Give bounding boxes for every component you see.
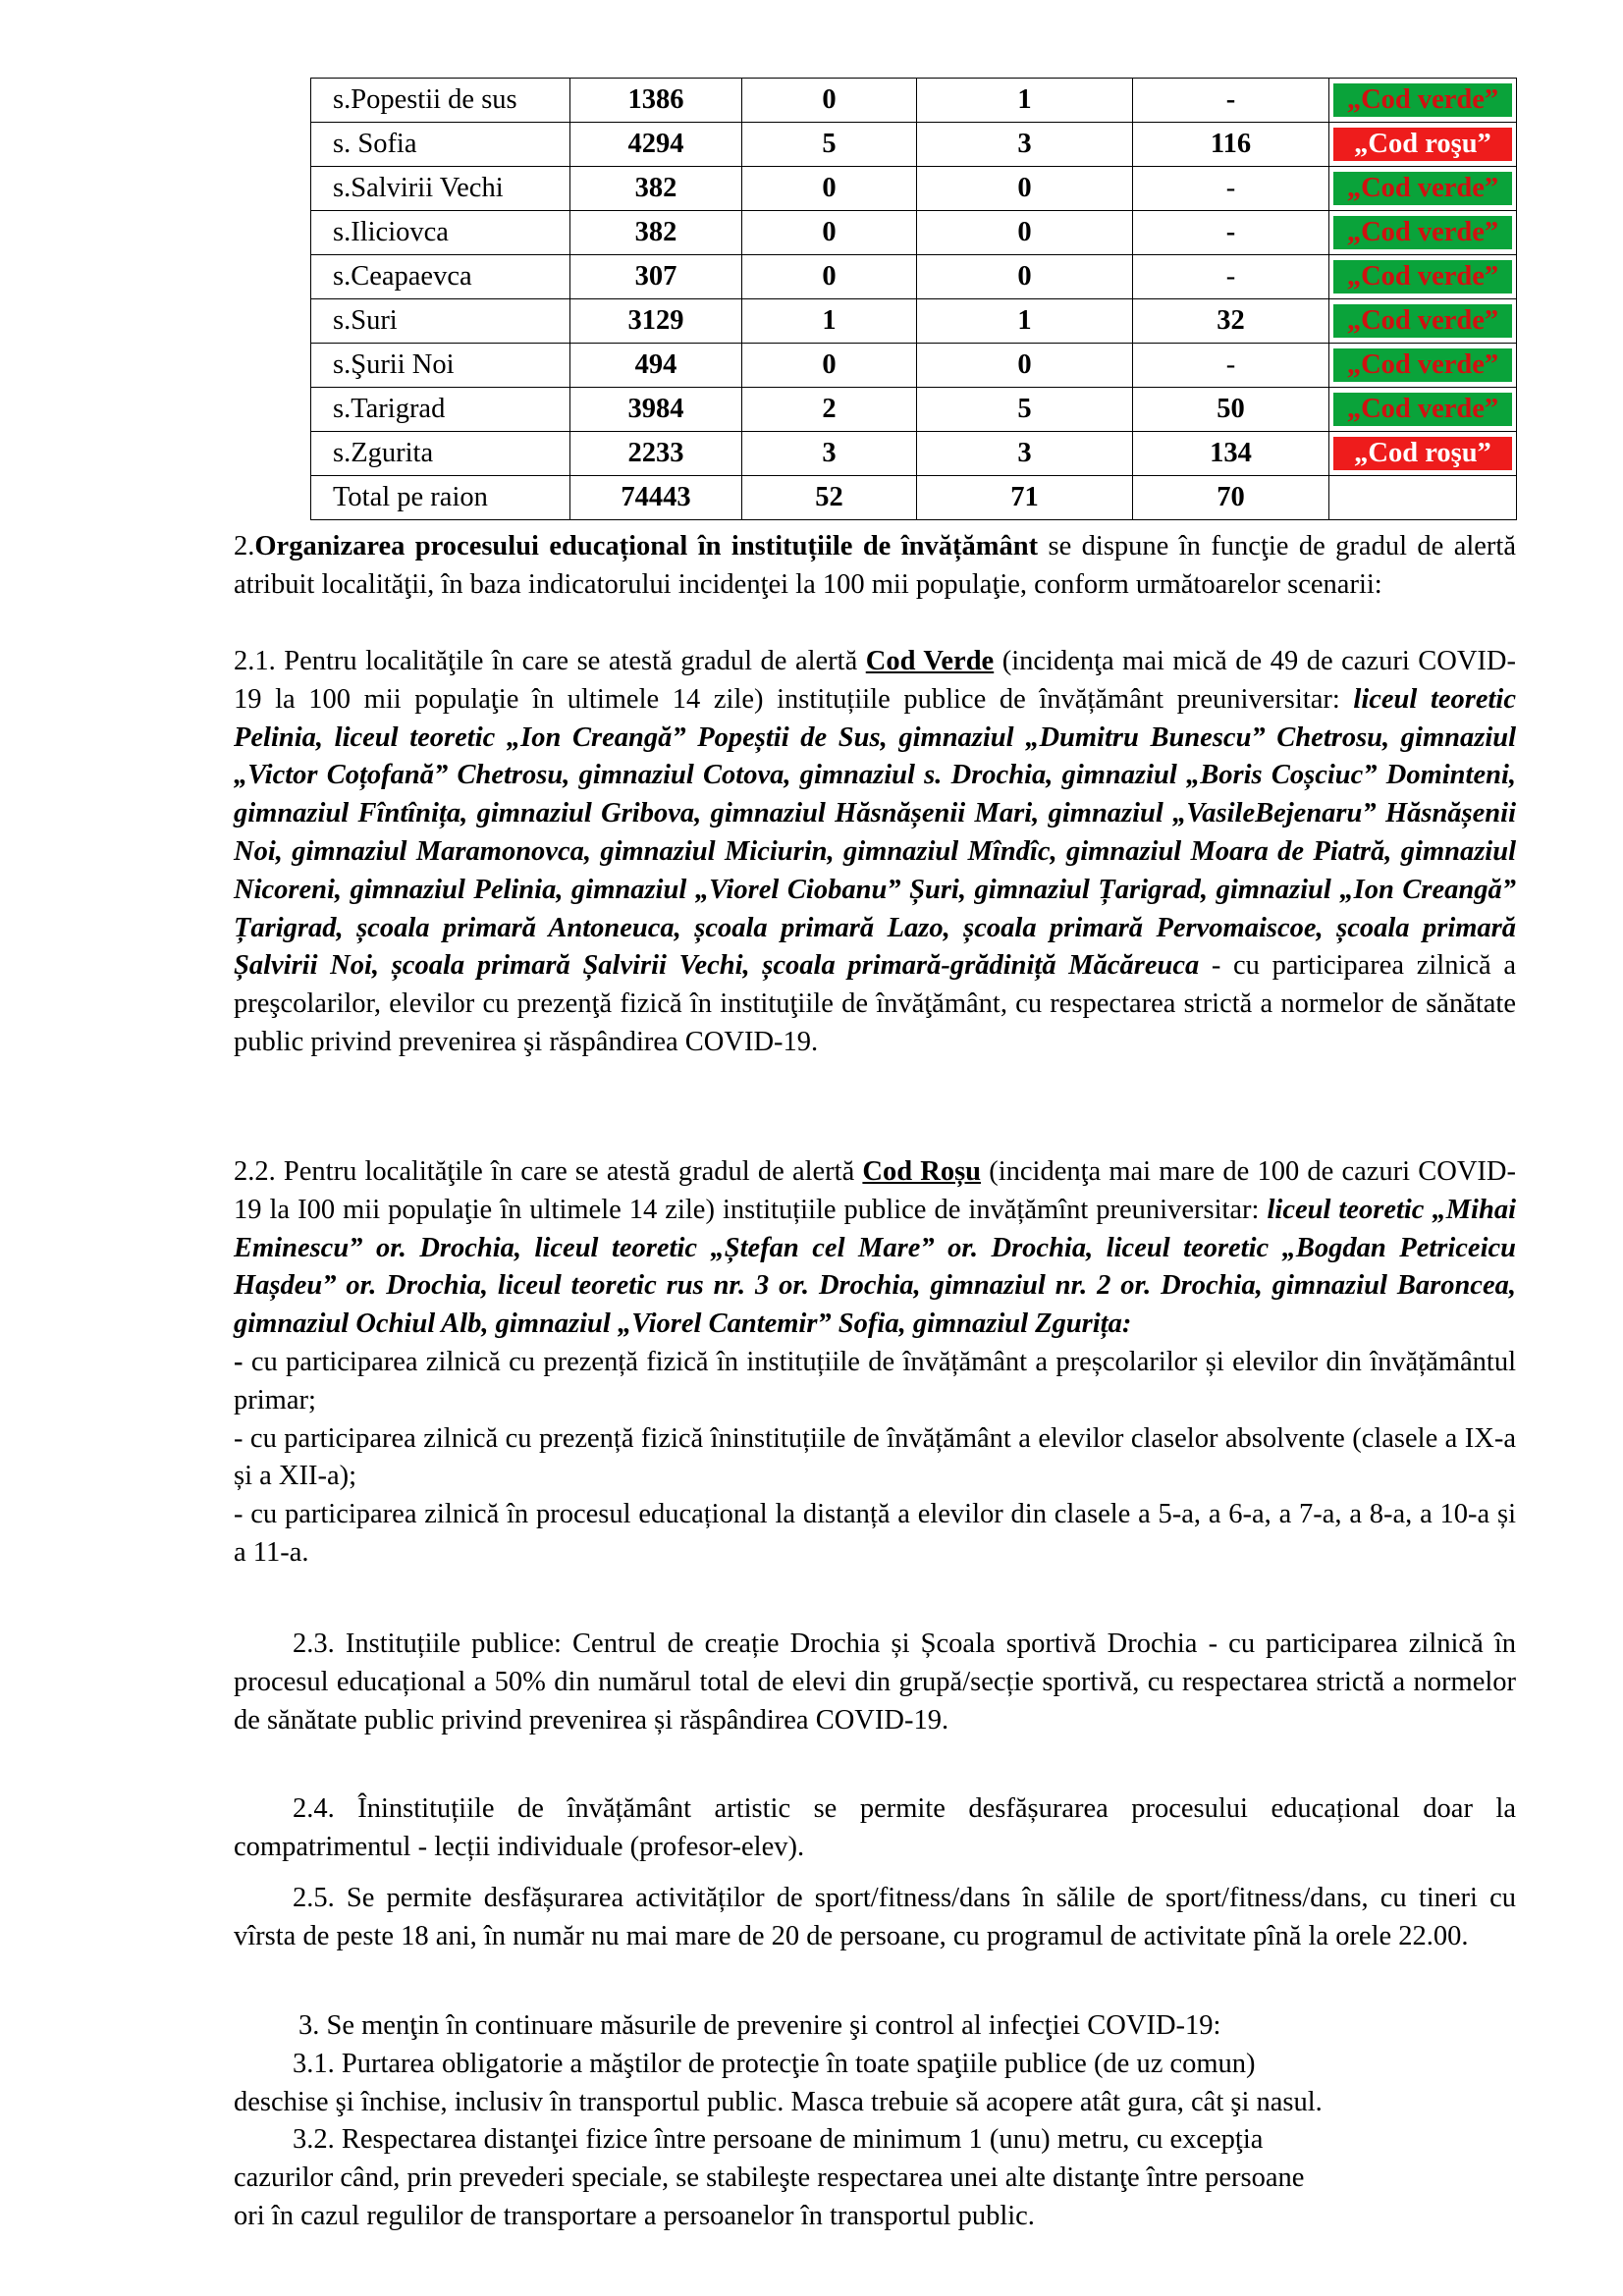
alert-code-cell (1329, 255, 1517, 299)
cases-cell: 0 (917, 211, 1133, 255)
incidence-cell: - (1133, 255, 1329, 299)
cases-cell: 3 (917, 432, 1133, 476)
paragraph-2-3: 2.3. Instituțiile publice: Centrul de creație Drochia și Școala sportivă Drochia - cu participarea zilnică în procesul educațional a 50% din numărul total de elevi din grupă/secție sportivă, cu respectarea strictă a normelor de sănătate public privind prevenirea și răspândirea COVID-19. (234, 1629, 1516, 1735)
incidence-table-body (311, 79, 1517, 520)
table-row (311, 123, 1517, 167)
cases-cell: 1 (917, 299, 1133, 344)
total-population-cell: 74443 (570, 476, 742, 520)
locality-cell: s.Suri (311, 299, 570, 344)
incidence-cell: 134 (1133, 432, 1329, 476)
bullet-primary: - cu participarea zilnică cu prezență fizică în instituțiile de învățământ a preșcolarilor și elevilor din învățământul primar; (234, 1346, 1516, 1415)
paragraph-2-2: 2.2. Pentru localităţile în care se atestă gradul de alertă Cod Roșu (incidenţa mai mare de 100 de cazuri COVID-19 la I00 mii populaţie în ultimele 14 zile) instituțiile publice de invățămînt preuniversitar: liceul teoretic „Mihai Eminescu” or. Drochia, liceul teoretic „Ștefan cel Mare” or. Drochia, liceul teoretic „Bogdan Petriceicu Hașdeu” or. Drochia, liceul teoretic rus nr. 3 or. Drochia, gimnaziul nr. 2 or. Drochia, gimnaziul Baroncea, gimnaziul Ochiul Alb, gimnaziul „Viorel Cantemir” Sofia, gimnaziul Zgurița: - cu participarea zilnică cu prezență fizică în instituțiile de învățământ a preșcolarilor și elevilor din învățământul primar; - cu participarea zilnică cu prezență fizică îninstituțiile de învățământ a elevilor claselor absolvente (clasele a IX-a și a XII-a); - cu participarea zilnică în procesul educațional la distanță a elevilor din clasele a 5-a, a 6-a, a 7-a, a 8-a, a 10-a și a 11-a. (234, 1153, 1516, 1573)
table-row (311, 211, 1517, 255)
cod-verde-label: Cod Verde (865, 646, 995, 676)
total-cases-cell: 52 (742, 476, 917, 520)
alert-code-badge: „Cod verde” (1333, 304, 1512, 338)
alert-code-badge: „Cod verde” (1333, 393, 1512, 426)
alert-code-cell (1329, 344, 1517, 388)
total-code-cell (1329, 476, 1517, 520)
incidence-cell: - (1133, 344, 1329, 388)
paragraph-3-1b: deschise şi închise, inclusiv în transportul public. Masca trebuie să acopere atât gura, cât şi nasul. (234, 2086, 1323, 2117)
incidence-table (310, 78, 1517, 520)
section-3-title: 3. Se menţin în continuare măsurile de prevenire şi control al infecţiei COVID-19: (298, 2010, 1221, 2041)
population-cell: 3984 (570, 388, 742, 432)
population-cell: 2233 (570, 432, 742, 476)
green-schools-list: liceul teoretic Pelinia, liceul teoretic „Ion Creangă” Popeștii de Sus, gimnaziul „Dumitru Bunescu” Chetrosu, gimnaziul „Victor Coțofană” Chetrosu, gimnaziul Cotova, gimnaziul s. Drochia, gimnaziul „Boris Coșciuc” Dominteni, gimnaziul Fîntînița, gimnaziul Gribova, gimnaziul Hăsnășenii Mari, gimnaziul „VasileBejenaru” Hăsnășenii Noi, gimnaziul Maramonovca, gimnaziul Miciurin, gimnaziul Mîndîc, gimnaziul Moara de Piatră, gimnaziul Nicoreni, gimnaziul Pelinia, gimnaziul „Viorel Ciobanu” Șuri, gimnaziul Țarigrad, gimnaziul „Ion Creangă” Țarigrad, școala primară Antoneuca, școala primară Lazo, școala primară Pervomaiscoe, școala primară Șalvirii Noi, școala primară Șalvirii Vechi, școala primară-grădiniță Măcăreuca (234, 683, 1516, 982)
red-schools-list: liceul teoretic „Mihai Eminescu” or. Drochia, liceul teoretic „Ștefan cel Mare” or. Drochia, liceul teoretic „Bogdan Petriceicu Hașdeu” or. Drochia, liceul teoretic rus nr. 3 or. Drochia, gimnaziul nr. 2 or. Drochia, gimnaziul Baroncea, gimnaziul Ochiul Alb, gimnaziul „Viorel Cantemir” Sofia, gimnaziul Zgurița: (234, 1194, 1516, 1340)
population-cell: 307 (570, 255, 742, 299)
paragraph-3-2b: cazurilor când, prin prevederi speciale, se stabileşte respectarea unei alte distanţe între persoane (234, 2163, 1305, 2194)
alert-code-cell (1329, 299, 1517, 344)
bullet-graduating: - cu participarea zilnică cu prezență fizică îninstituțiile de învățământ a elevilor claselor absolvente (clasele a IX-a și a XII-a); (234, 1422, 1516, 1492)
alert-code-cell (1329, 388, 1517, 432)
alert-code-badge: „Cod verde” (1333, 83, 1512, 117)
cases-cell: 5 (742, 123, 917, 167)
incidence-cell: - (1133, 167, 1329, 211)
population-cell: 1386 (570, 79, 742, 123)
alert-code-badge: „Cod verde” (1333, 216, 1512, 249)
alert-code-badge: „Cod verde” (1333, 172, 1512, 205)
locality-cell: s.Iliciovca (311, 211, 570, 255)
locality-cell: s.Şurii Noi (311, 344, 570, 388)
paragraph-3-2a: 3.2. Respectarea distanţei fizice între persoane de minimum 1 (unu) metru, cu excepţia (293, 2124, 1264, 2156)
cases-cell: 5 (917, 388, 1133, 432)
section-3 (234, 2007, 1516, 2236)
table-row (311, 432, 1517, 476)
cases-cell: 0 (742, 79, 917, 123)
alert-code-cell (1329, 167, 1517, 211)
population-cell: 382 (570, 211, 742, 255)
paragraph-2-1: 2.1. Pentru localităţile în care se atestă gradul de alertă Cod Verde (incidenţa mai mică de 49 de cazuri COVID-19 la 100 mii populaţie în ultimele 14 zile) instituțiile publice de învățământ preuniversitar: liceul teoretic Pelinia, liceul teoretic „Ion Creangă” Popeștii de Sus, gimnaziul „Dumitru Bunescu” Chetrosu, gimnaziul „Victor Coțofană” Chetrosu, gimnaziul Cotova, gimnaziul s. Drochia, gimnaziul „Boris Coșciuc” Dominteni, gimnaziul Fîntînița, gimnaziul Gribova, gimnaziul Hăsnășenii Mari, gimnaziul „VasileBejenaru” Hăsnășenii Noi, gimnaziul Maramonovca, gimnaziul Miciurin, gimnaziul Mîndîc, gimnaziul Moara de Piatră, gimnaziul Nicoreni, gimnaziul Pelinia, gimnaziul „Viorel Ciobanu” Șuri, gimnaziul Țarigrad, gimnaziul „Ion Creangă” Țarigrad, școala primară Antoneuca, școala primară Lazo, școala primară Pervomaiscoe, școala primară Șalvirii Noi, școala primară Șalvirii Vechi, școala primară-grădiniță Măcăreuca - cu participarea zilnică a preşcolarilor, elevilor cu prezenţă fizică în instituţiile de învăţământ, cu respectarea strictă a normelor de sănătate public privind prevenirea şi răspândirea COVID-19. (234, 646, 1516, 1057)
alert-code-cell (1329, 79, 1517, 123)
cases-cell: 1 (742, 299, 917, 344)
locality-cell: s.Zgurita (311, 432, 570, 476)
locality-cell: s. Sofia (311, 123, 570, 167)
population-cell: 3129 (570, 299, 742, 344)
incidence-cell: 116 (1133, 123, 1329, 167)
incidence-cell: 32 (1133, 299, 1329, 344)
incidence-cell: - (1133, 211, 1329, 255)
alert-code-badge: „Cod roşu” (1333, 437, 1512, 470)
cases-cell: 0 (917, 167, 1133, 211)
alert-code-cell (1329, 123, 1517, 167)
table-row (311, 79, 1517, 123)
cod-rosu-label: Cod Roșu (862, 1156, 982, 1187)
population-cell: 382 (570, 167, 742, 211)
cases-cell: 1 (917, 79, 1133, 123)
table-row (311, 255, 1517, 299)
total-cases-cell: 71 (917, 476, 1133, 520)
locality-cell: s.Popestii de sus (311, 79, 570, 123)
table-row (311, 299, 1517, 344)
paragraph-2-4: 2.4. Îninstituțiile de învățământ artistic se permite desfășurarea procesului educațional doar la compatrimentul - lecții individuale (profesor-elev). (234, 1793, 1516, 1862)
cases-cell: 3 (742, 432, 917, 476)
alert-code-cell (1329, 432, 1517, 476)
section-2-intro: 2.Organizarea procesului educațional în instituțiile de învățământ se dispune în funcţie de gradul de alertă atribuit localităţii, în baza indicatorului incidenţei la 100 mii populaţie, conform următoarelor scenarii: (234, 531, 1516, 600)
paragraph-3-2c: ori în cazul regulilor de transportare a persoanelor în transportul public. (234, 2200, 1035, 2231)
cases-cell: 0 (742, 344, 917, 388)
cases-cell: 0 (742, 211, 917, 255)
cases-cell: 0 (917, 344, 1133, 388)
locality-cell: s.Salvirii Vechi (311, 167, 570, 211)
cases-cell: 2 (742, 388, 917, 432)
cases-cell: 0 (742, 167, 917, 211)
table-row (311, 344, 1517, 388)
total-incidence-cell: 70 (1133, 476, 1329, 520)
population-cell: 4294 (570, 123, 742, 167)
paragraph-3-1a: 3.1. Purtarea obligatorie a măştilor de protecţie în toate spaţiile publice (de uz comun) (293, 2048, 1256, 2079)
alert-code-badge: „Cod roşu” (1333, 128, 1512, 161)
paragraph-2-5: 2.5. Se permite desfășurarea activităților de sport/fitness/dans în sălile de sport/fitness/dans, cu tineri cu vîrsta de peste 18 ani, în număr nu mai mare de 20 de persoane, cu programul de activitate pînă la orele 22.00. (234, 1883, 1516, 1951)
bullet-distance: - cu participarea zilnică în procesul educațional la distanță a elevilor din clasele a 5-a, a 6-a, a 7-a, a 8-a, a 10-a și a 11-a. (234, 1499, 1516, 1568)
total-label-cell: Total pe raion (311, 476, 570, 520)
table-row (311, 167, 1517, 211)
cases-cell: 3 (917, 123, 1133, 167)
alert-code-badge: „Cod verde” (1333, 260, 1512, 294)
incidence-cell: 50 (1133, 388, 1329, 432)
cases-cell: 0 (742, 255, 917, 299)
population-cell: 494 (570, 344, 742, 388)
table-row (311, 388, 1517, 432)
table-total-row (311, 476, 1517, 520)
alert-code-badge: „Cod verde” (1333, 348, 1512, 382)
locality-cell: s.Ceapaevca (311, 255, 570, 299)
alert-code-cell (1329, 211, 1517, 255)
incidence-cell: - (1133, 79, 1329, 123)
cases-cell: 0 (917, 255, 1133, 299)
locality-cell: s.Tarigrad (311, 388, 570, 432)
